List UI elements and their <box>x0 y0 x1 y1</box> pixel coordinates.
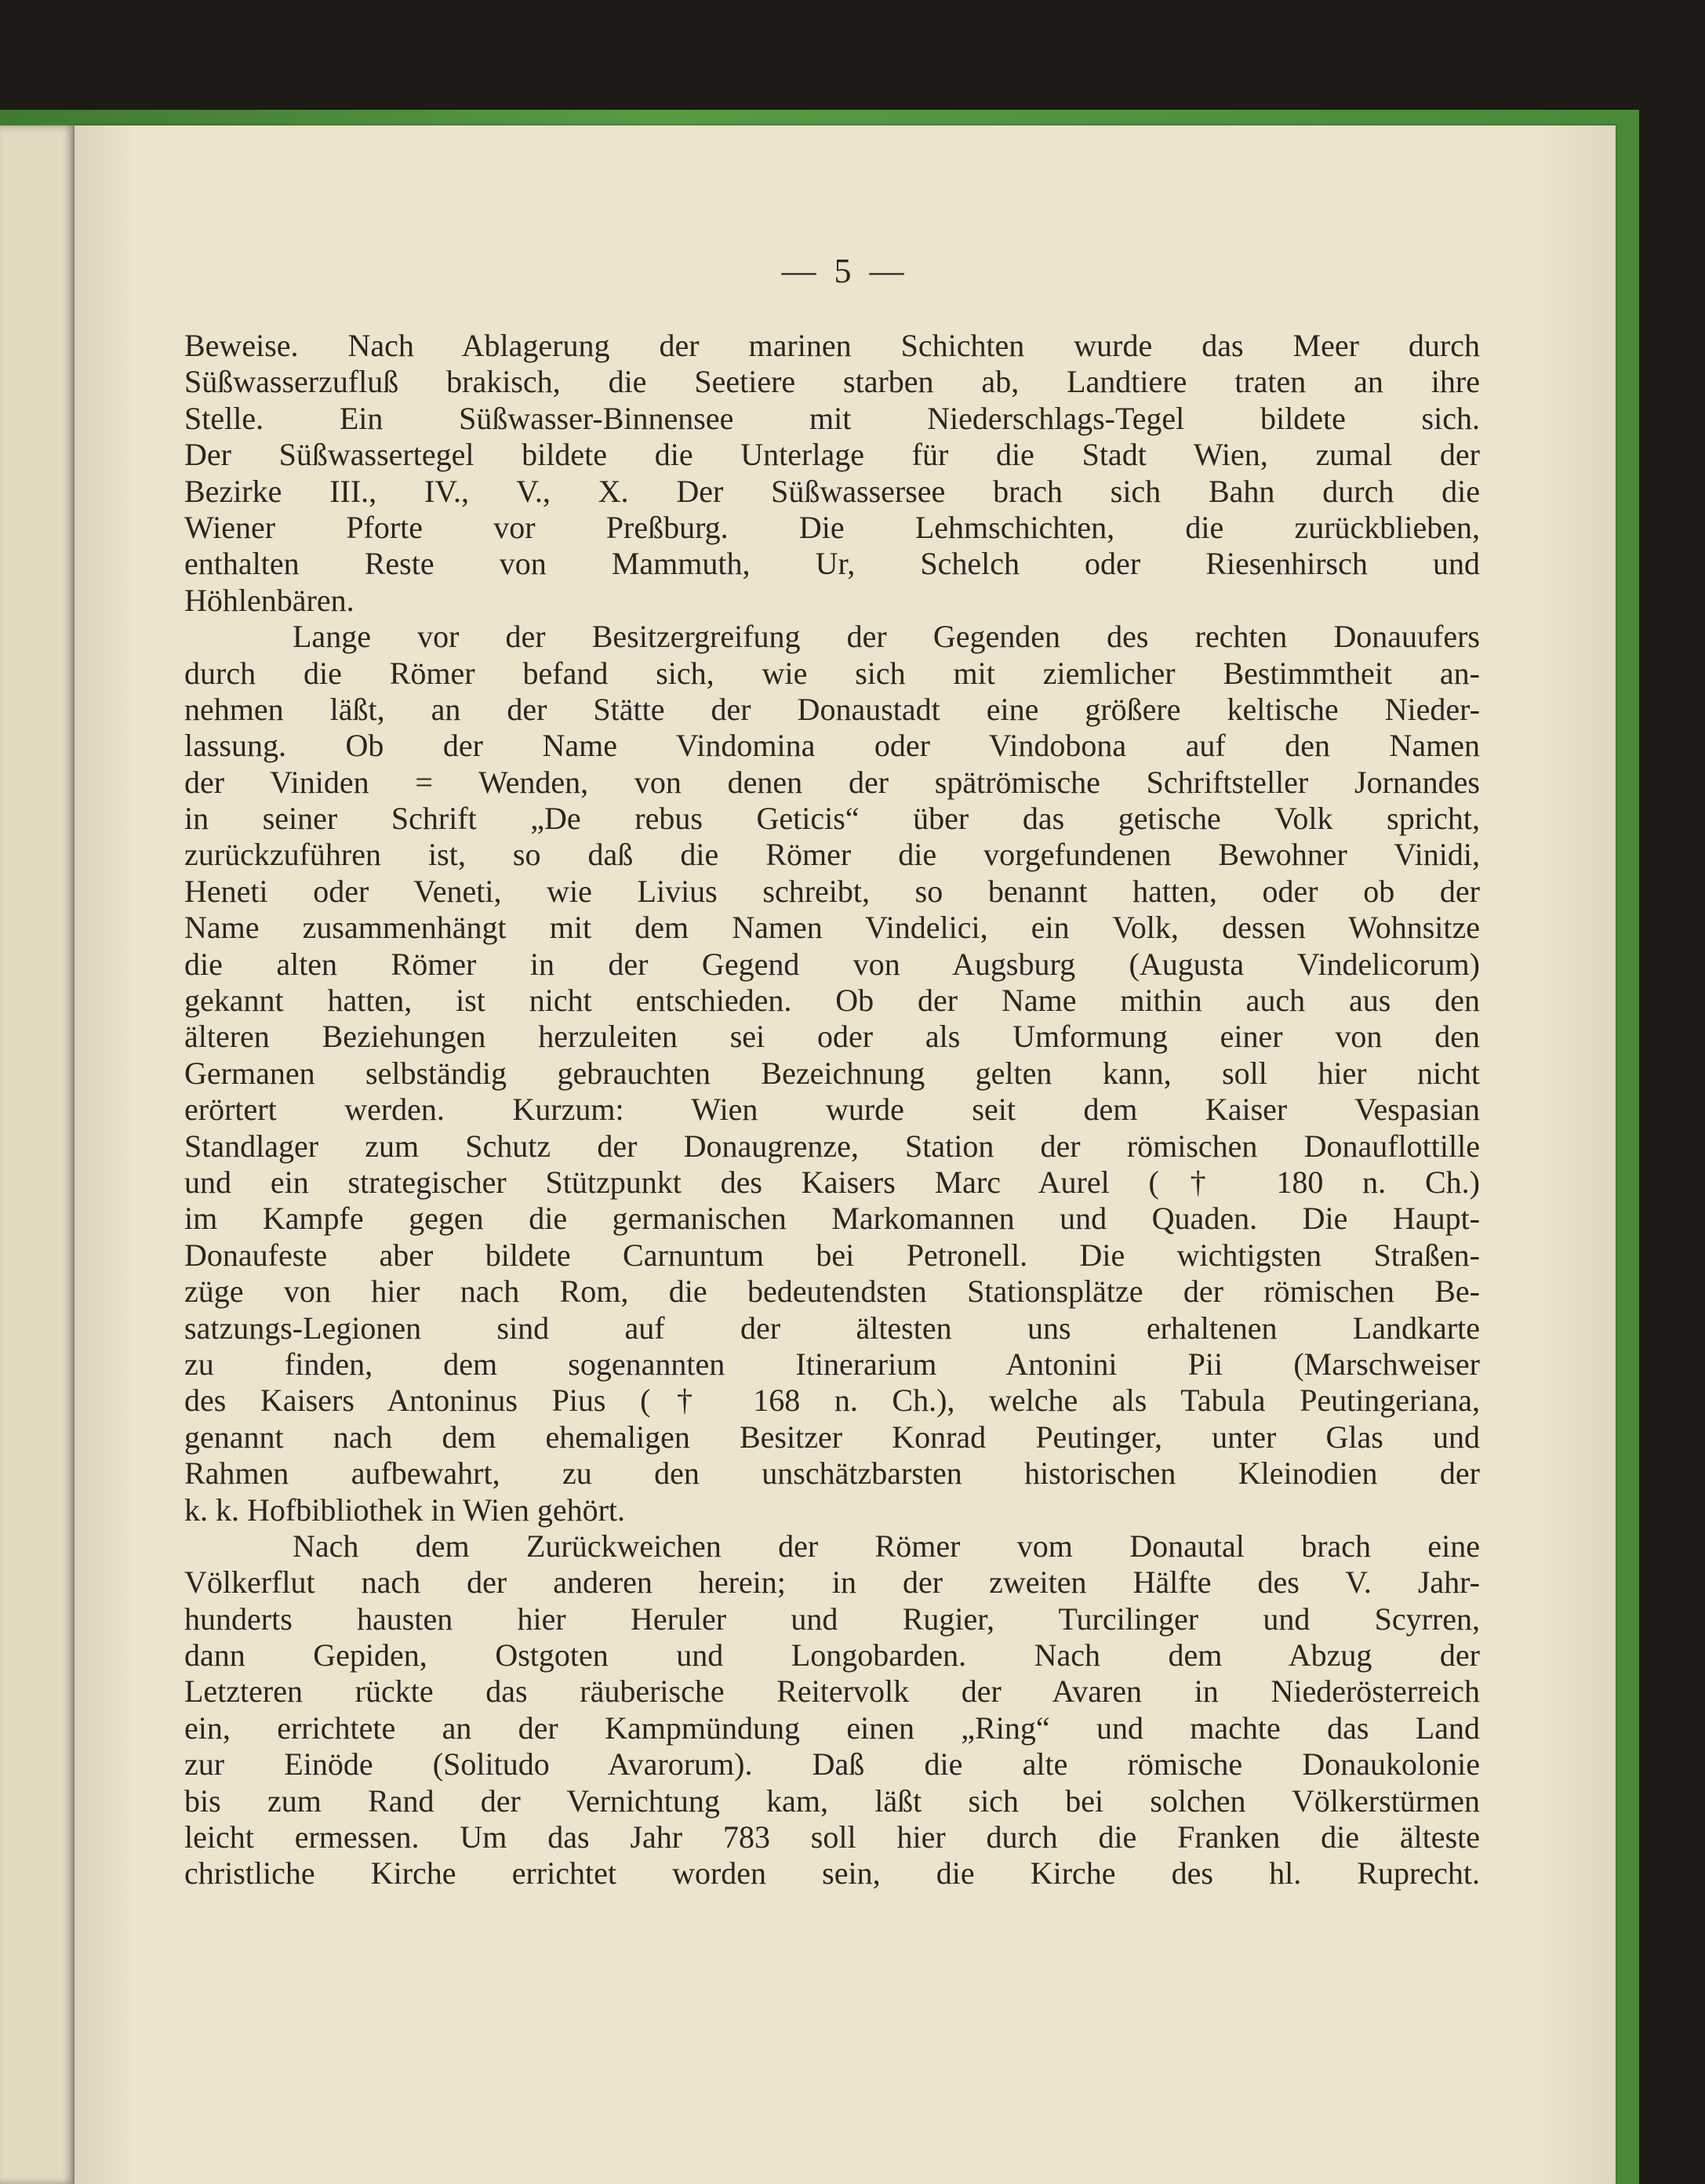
page-number: — 5 — <box>781 252 909 290</box>
book-page <box>75 125 1616 2184</box>
text-line: der Viniden = Wenden, von denen der spätrömische Schriftsteller Jornandes <box>184 764 1480 800</box>
text-line: Lange vor der Besitzergreifung der Gegenden des rechten Donauufers <box>293 619 1480 655</box>
text-line: Wiener Pforte vor Preßburg. Die Lehmschichten, die zurückblieben, <box>184 509 1480 545</box>
text-line: ein, errichtete an der Kampmündung einen „Ring“ und machte das Land <box>184 1710 1480 1746</box>
text-line: in seiner Schrift „De rebus Geticis“ über das getische Volk spricht, <box>184 801 1480 837</box>
text-line: christliche Kirche errichtet worden sein, die Kirche des hl. Ruprecht. <box>184 1855 1480 1891</box>
text-line: zurückzuführen ist, so daß die Römer die vorgefundenen Bewohner Vinidi, <box>184 837 1480 873</box>
left-page-edge <box>0 125 75 2184</box>
text-line: älteren Beziehungen herzuleiten sei oder als Umformung einer von den <box>184 1019 1480 1055</box>
text-line: Der Süßwassertegel bildete die Unterlage für die Stadt Wien, zumal der <box>184 437 1480 473</box>
text-line: hunderts hausten hier Heruler und Rugier, Turcilinger und Scyrren, <box>184 1601 1480 1637</box>
text-line: enthalten Reste von Mammuth, Ur, Schelch oder Riesenhirsch und <box>184 546 1480 582</box>
text-line: k. k. Hofbibliothek in Wien gehört. <box>184 1492 626 1528</box>
text-line: Standlager zum Schutz der Donaugrenze, Station der römischen Donauflottille <box>184 1128 1480 1164</box>
text-line: Heneti oder Veneti, wie Livius schreibt, so benannt hatten, oder ob der <box>184 873 1480 909</box>
text-line: Letzteren rückte das räuberische Reitervolk der Avaren in Niederösterreich <box>184 1673 1480 1710</box>
text-line: erörtert werden. Kurzum: Wien wurde seit dem Kaiser Vespasian <box>184 1092 1480 1128</box>
text-line: Donaufeste aber bildete Carnuntum bei Petronell. Die wichtigsten Straßen- <box>184 1237 1480 1273</box>
text-line: die alten Römer in der Gegend von Augsburg (Augusta Vindelicorum) <box>184 946 1480 982</box>
body-text <box>184 328 1480 1892</box>
text-line: nehmen läßt, an der Stätte der Donaustadt eine größere keltische Nieder- <box>184 691 1480 727</box>
text-line: Bezirke III., IV., V., X. Der Süßwassersee brach sich Bahn durch die <box>184 473 1480 509</box>
text-line: durch die Römer befand sich, wie sich mit ziemlicher Bestimmtheit an- <box>184 655 1480 691</box>
text-line: satzungs-Legionen sind auf der ältesten uns erhaltenen Landkarte <box>184 1310 1480 1346</box>
text-line: gekannt hatten, ist nicht entschieden. Ob der Name mithin auch aus den <box>184 983 1480 1019</box>
text-line: bis zum Rand der Vernichtung kam, läßt sich bei solchen Völkerstürmen <box>184 1782 1480 1819</box>
text-line: zur Einöde (Solitudo Avarorum). Daß die alte römische Donaukolonie <box>184 1746 1480 1782</box>
text-line: zu finden, dem sogenannten Itinerarium Antonini Pii (Marschweiser <box>184 1346 1480 1382</box>
text-line: genannt nach dem ehemaligen Besitzer Konrad Peutinger, unter Glas und <box>184 1419 1480 1455</box>
text-line: Nach dem Zurückweichen der Römer vom Donautal brach eine <box>293 1528 1480 1564</box>
text-line: Beweise. Nach Ablagerung der marinen Schichten wurde das Meer durch <box>184 328 1480 363</box>
text-line: Völkerflut nach der anderen herein; in der zweiten Hälfte des V. Jahr- <box>184 1564 1480 1601</box>
text-line: Stelle. Ein Süßwasser-Binnensee mit Niederschlags-Tegel bildete sich. <box>184 400 1480 436</box>
text-line: züge von hier nach Rom, die bedeutendsten Stationsplätze der römischen Be- <box>184 1274 1480 1310</box>
text-line: leicht ermessen. Um das Jahr 783 soll hier durch die Franken die älteste <box>184 1819 1480 1855</box>
text-line: Süßwasserzufluß brakisch, die Seetiere starben ab, Landtiere traten an ihre <box>184 364 1480 400</box>
text-line: Germanen selbständig gebrauchten Bezeichnung gelten kann, soll hier nicht <box>184 1055 1480 1091</box>
text-line: im Kampfe gegen die germanischen Markomannen und Quaden. Die Haupt- <box>184 1201 1480 1237</box>
text-line: Name zusammenhängt mit dem Namen Vindelici, ein Volk, dessen Wohnsitze <box>184 910 1480 946</box>
text-line: Rahmen aufbewahrt, zu den unschätzbarsten historischen Kleinodien der <box>184 1455 1480 1492</box>
text-line: dann Gepiden, Ostgoten und Longobarden. Nach dem Abzug der <box>184 1637 1480 1673</box>
text-line: des Kaisers Antoninus Pius († 168 n. Ch.), welche als Tabula Peutingeriana, <box>184 1383 1480 1419</box>
text-line: Höhlenbären. <box>184 582 354 618</box>
text-line: und ein strategischer Stützpunkt des Kaisers Marc Aurel († 180 n. Ch.) <box>184 1164 1480 1200</box>
text-line: lassung. Ob der Name Vindomina oder Vindobona auf den Namen <box>184 728 1480 764</box>
